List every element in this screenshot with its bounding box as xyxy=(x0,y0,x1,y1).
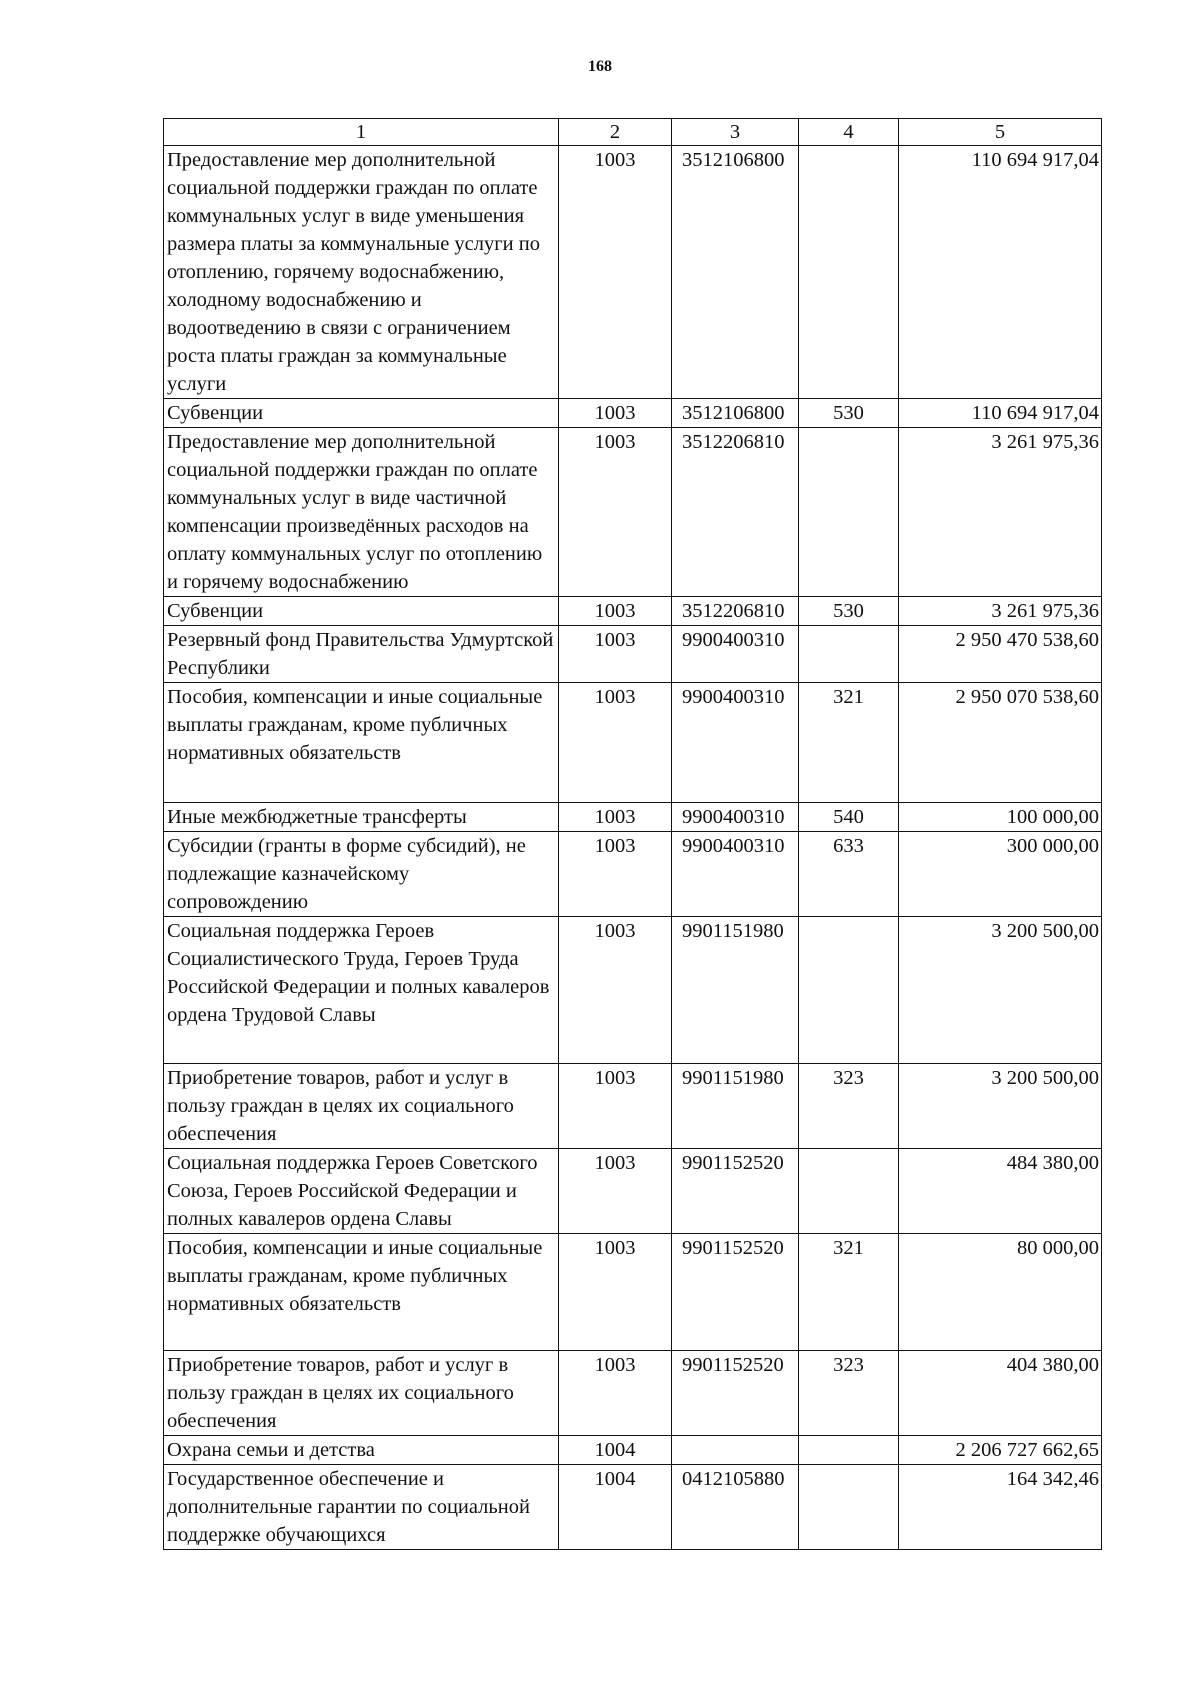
row-code: 3512106800 xyxy=(672,399,799,428)
header-cell: 5 xyxy=(899,119,1102,146)
table-row xyxy=(164,1149,1102,1234)
row-type xyxy=(799,1465,899,1550)
row-type: 321 xyxy=(799,683,899,803)
table-row xyxy=(164,1465,1102,1550)
row-name: Предоставление мер дополнительной социальной поддержки граждан по оплате коммунальных услуг в виде частичной компенсации произведённых расходов на оплату коммунальных услуг по отоплению и горячему водоснабжению xyxy=(164,428,559,597)
row-name: Приобретение товаров, работ и услуг в пользу граждан в целях их социального обеспечения xyxy=(164,1351,559,1436)
row-section: 1004 xyxy=(559,1465,672,1550)
row-type: 323 xyxy=(799,1351,899,1436)
table-row xyxy=(164,683,1102,803)
header-cell: 4 xyxy=(799,119,899,146)
table-row xyxy=(164,626,1102,683)
row-amount: 110 694 917,04 xyxy=(899,146,1102,399)
row-type: 321 xyxy=(799,1234,899,1351)
row-code: 3512106800 xyxy=(672,146,799,399)
row-section: 1003 xyxy=(559,1234,672,1351)
row-type: 530 xyxy=(799,597,899,626)
header-row xyxy=(164,119,1102,146)
row-name: Социальная поддержка Героев Социалистического Труда, Героев Труда Российской Федерации и полных кавалеров ордена Трудовой Славы xyxy=(164,917,559,1064)
table-row xyxy=(164,917,1102,1064)
row-code: 9901152520 xyxy=(672,1351,799,1436)
row-amount: 164 342,46 xyxy=(899,1465,1102,1550)
row-name: Резервный фонд Правительства Удмуртской Республики xyxy=(164,626,559,683)
table-row xyxy=(164,803,1102,832)
table-row xyxy=(164,1436,1102,1465)
row-type xyxy=(799,917,899,1064)
row-code: 0412105880 xyxy=(672,1465,799,1550)
row-code: 9900400310 xyxy=(672,683,799,803)
row-section: 1003 xyxy=(559,1351,672,1436)
row-name: Пособия, компенсации и иные социальные выплаты гражданам, кроме публичных нормативных обязательств xyxy=(164,1234,559,1351)
row-amount: 484 380,00 xyxy=(899,1149,1102,1234)
row-amount: 110 694 917,04 xyxy=(899,399,1102,428)
row-name: Субсидии (гранты в форме субсидий), не подлежащие казначейскому сопровождению xyxy=(164,832,559,917)
row-type xyxy=(799,1149,899,1234)
row-name: Иные межбюджетные трансферты xyxy=(164,803,559,832)
row-section: 1004 xyxy=(559,1436,672,1465)
row-type xyxy=(799,428,899,597)
row-section: 1003 xyxy=(559,399,672,428)
row-section: 1003 xyxy=(559,832,672,917)
header-cell: 1 xyxy=(164,119,559,146)
row-code: 9901152520 xyxy=(672,1149,799,1234)
table-row xyxy=(164,146,1102,399)
table-row xyxy=(164,428,1102,597)
row-amount: 3 261 975,36 xyxy=(899,428,1102,597)
table-row xyxy=(164,1234,1102,1351)
row-section: 1003 xyxy=(559,626,672,683)
page-number: 168 xyxy=(588,58,612,75)
row-amount: 2 950 070 538,60 xyxy=(899,683,1102,803)
row-section: 1003 xyxy=(559,1064,672,1149)
row-type: 540 xyxy=(799,803,899,832)
table-row xyxy=(164,597,1102,626)
row-code: 9901151980 xyxy=(672,917,799,1064)
row-name: Пособия, компенсации и иные социальные выплаты гражданам, кроме публичных нормативных обязательств xyxy=(164,683,559,803)
row-section: 1003 xyxy=(559,428,672,597)
header-cell: 3 xyxy=(672,119,799,146)
table-row xyxy=(164,1064,1102,1149)
row-section: 1003 xyxy=(559,146,672,399)
row-code: 9900400310 xyxy=(672,626,799,683)
row-name: Государственное обеспечение и дополнительные гарантии по социальной поддержке обучающихся xyxy=(164,1465,559,1550)
row-name: Охрана семьи и детства xyxy=(164,1436,559,1465)
row-code xyxy=(672,1436,799,1465)
row-code: 9901151980 xyxy=(672,1064,799,1149)
row-code: 9900400310 xyxy=(672,832,799,917)
table-row xyxy=(164,1351,1102,1436)
row-type xyxy=(799,1436,899,1465)
budget-table xyxy=(163,118,1102,1550)
row-name: Субвенции xyxy=(164,399,559,428)
row-amount: 300 000,00 xyxy=(899,832,1102,917)
row-name: Социальная поддержка Героев Советского Союза, Героев Российской Федерации и полных кавалеров ордена Славы xyxy=(164,1149,559,1234)
row-amount: 3 261 975,36 xyxy=(899,597,1102,626)
row-section: 1003 xyxy=(559,597,672,626)
row-section: 1003 xyxy=(559,1149,672,1234)
row-name: Предоставление мер дополнительной социальной поддержки граждан по оплате коммунальных услуг в виде уменьшения размера платы за коммунальные услуги по отоплению, горячему водоснабжению, холодному водоснабжению и водоотведению в связи с ограничением роста платы граждан за коммунальные услуги xyxy=(164,146,559,399)
row-amount: 3 200 500,00 xyxy=(899,1064,1102,1149)
row-amount: 3 200 500,00 xyxy=(899,917,1102,1064)
row-section: 1003 xyxy=(559,917,672,1064)
row-amount: 2 950 470 538,60 xyxy=(899,626,1102,683)
row-name: Приобретение товаров, работ и услуг в пользу граждан в целях их социального обеспечения xyxy=(164,1064,559,1149)
row-type: 530 xyxy=(799,399,899,428)
row-code: 3512206810 xyxy=(672,597,799,626)
row-code: 9900400310 xyxy=(672,803,799,832)
row-code: 3512206810 xyxy=(672,428,799,597)
row-amount: 100 000,00 xyxy=(899,803,1102,832)
row-section: 1003 xyxy=(559,803,672,832)
row-type xyxy=(799,626,899,683)
row-type: 323 xyxy=(799,1064,899,1149)
row-section: 1003 xyxy=(559,683,672,803)
table-row xyxy=(164,399,1102,428)
row-amount: 404 380,00 xyxy=(899,1351,1102,1436)
row-name: Субвенции xyxy=(164,597,559,626)
header-cell: 2 xyxy=(559,119,672,146)
row-type xyxy=(799,146,899,399)
table-row xyxy=(164,832,1102,917)
row-code: 9901152520 xyxy=(672,1234,799,1351)
row-amount: 80 000,00 xyxy=(899,1234,1102,1351)
row-amount: 2 206 727 662,65 xyxy=(899,1436,1102,1465)
row-type: 633 xyxy=(799,832,899,917)
